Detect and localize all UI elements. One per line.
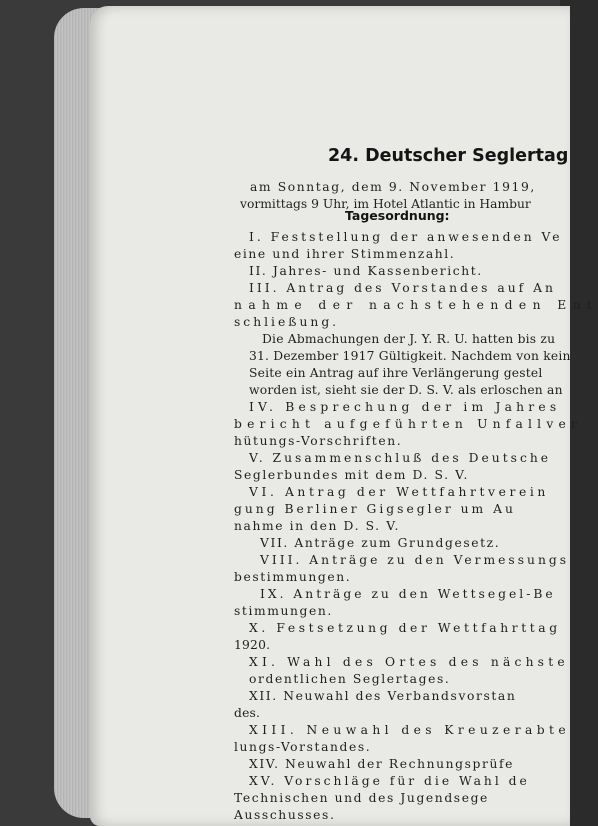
agenda-line: V. Zusammenschluß des Deutsche: [249, 451, 552, 465]
agenda-line: XIII. Neuwahl des Kreuzerabte: [249, 723, 571, 737]
agenda-line: VIII. Anträge zu den Vermessungs: [260, 553, 570, 567]
agenda-line: IV. Besprechung der im Jahres: [249, 400, 561, 414]
agenda-line: des.: [234, 706, 261, 720]
agenda-line: schließung.: [234, 315, 340, 329]
agenda-line: nahme der nachstehenden Ent: [234, 298, 598, 312]
agenda-line: VI. Antrag der Wettfahrtverein: [249, 485, 549, 499]
agenda-line: IX. Anträge zu den Wettsegel-Be: [260, 587, 556, 601]
agenda-line: VII. Anträge zum Grundgesetz.: [260, 536, 501, 550]
agenda-heading: Tagesordnung:: [345, 208, 450, 223]
agenda-line: lungs-Vorstandes.: [234, 740, 372, 754]
agenda-line: I. Feststellung der anwesenden Ve: [249, 230, 563, 244]
agenda-line: 1920.: [234, 638, 271, 652]
time-place-line: vormittags 9 Uhr, im Hotel Atlantic in Hambur: [240, 197, 531, 211]
page-paper: [90, 6, 570, 826]
agenda-line: Seite ein Antrag auf ihre Verlängerung gestel: [249, 366, 543, 380]
agenda-line: Ausschusses.: [234, 808, 336, 822]
agenda-line: worden ist, sieht sie der D. S. V. als erloschen an: [249, 383, 563, 397]
agenda-line: XIV. Neuwahl der Rechnungsprüfe: [249, 757, 515, 771]
date-line: am Sonntag, dem 9. November 1919,: [250, 180, 536, 194]
agenda-line: nahme in den D. S. V.: [234, 519, 401, 533]
agenda-line: XI. Wahl des Ortes des nächste: [249, 655, 569, 669]
agenda-line: XII. Neuwahl des Verbandsvorstan: [249, 689, 517, 703]
agenda-line: bericht aufgeführten Unfallver: [234, 417, 583, 431]
agenda-line: X. Festsetzung der Wettfahrttag: [249, 621, 561, 635]
agenda-line: hütungs-Vorschriften.: [234, 434, 403, 448]
agenda-line: gung Berliner Gigsegler um Au: [234, 502, 516, 516]
agenda-line: Seglerbundes mit dem D. S. V.: [234, 468, 469, 482]
agenda-line: ordentlichen Seglertages.: [249, 672, 451, 686]
agenda-line: bestimmungen.: [234, 570, 352, 584]
agenda-line: Die Abmachungen der J. Y. R. U. hatten bis zu: [262, 332, 556, 346]
agenda-line: III. Antrag des Vorstandes auf An: [249, 281, 556, 295]
agenda-line: Technischen und des Jugendsege: [234, 791, 489, 805]
agenda-line: stimmungen.: [234, 604, 333, 618]
agenda-line: XV. Vorschläge für die Wahl de: [249, 774, 530, 788]
document-title: 24. Deutscher Seglertag: [328, 146, 569, 166]
agenda-line: 31. Dezember 1917 Gültigkeit. Nachdem von kein: [249, 349, 571, 363]
agenda-line: II. Jahres- und Kassenbericht.: [249, 264, 483, 278]
agenda-line: eine und ihrer Stimmenzahl.: [234, 247, 456, 261]
